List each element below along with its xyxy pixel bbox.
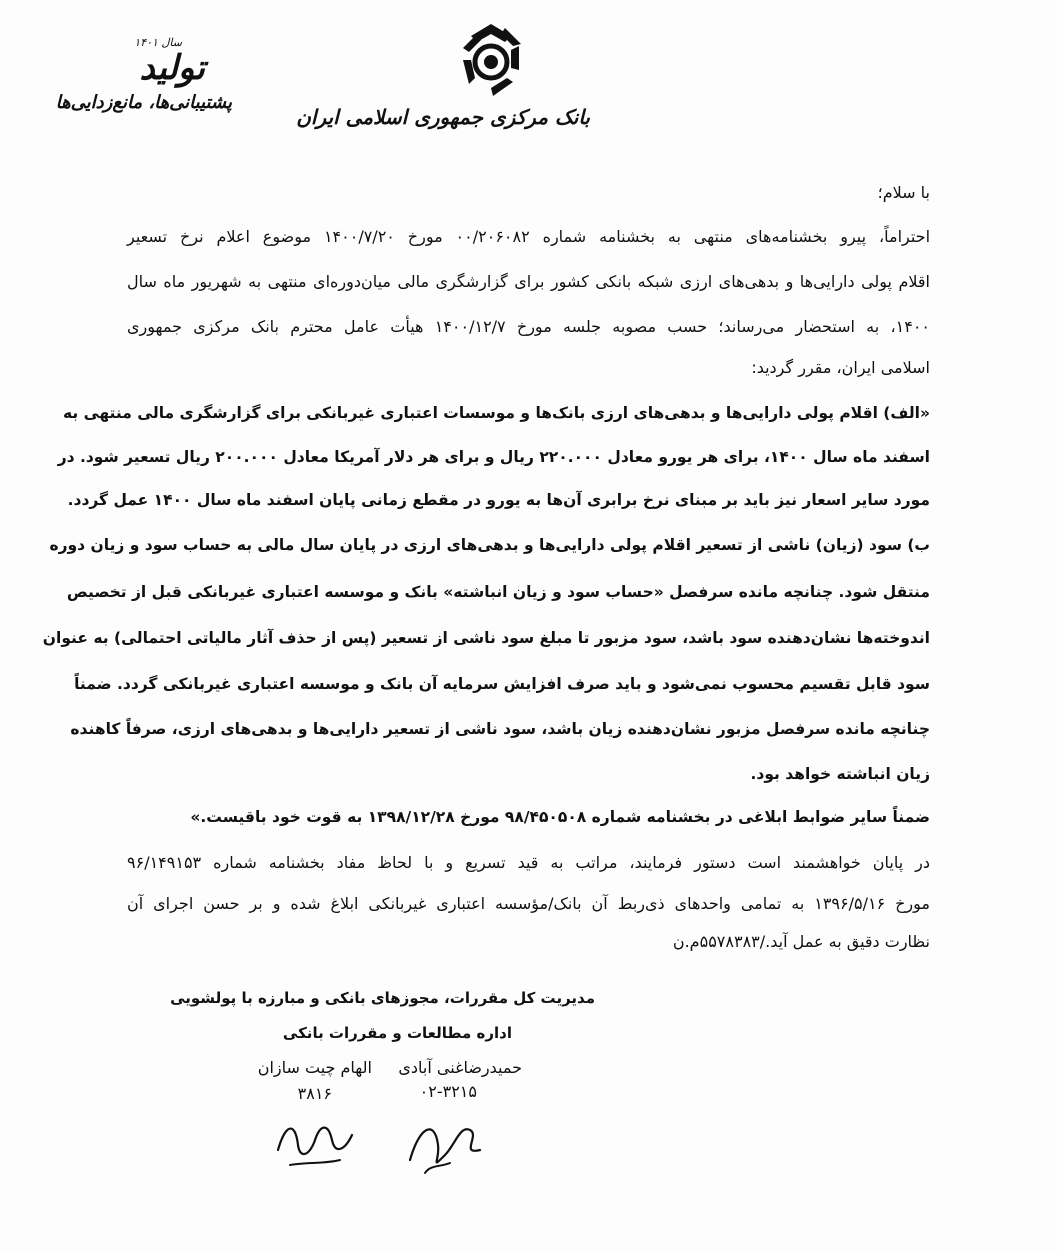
year-slogan [55,30,240,130]
resolution-line: منتقل شود. چنانچه مانده سرفصل «حساب سود و زیان انباشته» بانک و موسسه اعتباری غیربانکی قبل از تخصیص [66,583,930,601]
resolution-line: چنانچه مانده سرفصل مزبور نشان‌دهنده زیان باشد، سود ناشی از تسعیر دارایی‌ها و بدهی‌های ارزی، صرفاً کاهنده [70,720,930,738]
resolution-line: اسفند ماه سال ۱۴۰۰، برای هر یورو معادل ۲۲۰.۰۰۰ ریال و برای هر دلار آمریکا معادل ۲۰۰.۰۰۰ ریال تسعیر شود. در [57,448,930,466]
body-line: ۱۴۰۰، به استحضار می‌رساند؛ حسب مصوبه جلسه مورخ ۱۴۰۰/۱۲/۷ هیأت عامل محترم بانک مرکزی جمهوری [127,317,930,336]
resolution-line: ب) سود (زیان) ناشی از تسعیر اقلام پولی دارایی‌ها و بدهی‌های ارزی در پایان سال مالی به حساب سود و زیان دوره [49,536,930,554]
slogan-year: سال ۱۴۰۱ [134,36,182,49]
signatory-office: اداره مطالعات و مقررات بانکی [282,1024,512,1042]
resolution-line: سود قابل تقسیم محسوب نمی‌شود و باید صرف افزایش سرمایه آن بانک و موسسه اعتباری غیربانکی گردد. ضمناً [74,675,930,693]
signer-2-code: ۳۸۱۶ [297,1084,332,1103]
signer-1-name: حمیدرضاغنی آبادی [398,1058,522,1077]
body-line: احتراماً، پیرو بخشنامه‌های منتهی به بخشنامه شماره ۰۰/۲۰۶۰۸۲ مورخ ۱۴۰۰/۷/۲۰ موضوع اعلام نرخ تسعیر [127,227,931,246]
closing-line: در پایان خواهشمند است دستور فرمایند، مراتب به قید تسریع و با لحاظ مفاد بخشنامه شماره ۹۶/۱۴۹۱۵۳ [127,853,930,872]
resolution-line: اندوخته‌ها نشان‌دهنده سود باشد، سود مزبور تا مبلغ سود ناشی از تسعیر (پس از حذف آثار مالیاتی احتمالی) به عنوان [42,629,930,647]
closing-line: نظارت دقیق به عمل آید./۵۵۷۸۳۸۳م.ن [672,932,930,951]
closing-line: مورخ ۱۳۹۶/۵/۱۶ به تمامی واحدهای ذی‌ربط آن بانک/مؤسسه اعتباری غیربانکی ابلاغ شده و بر حسن اجرای آن [127,894,930,913]
body-line: اسلامی ایران، مقرر گردید: [751,358,930,377]
signatory-department: مدیریت کل مقررات، مجوزهای بانکی و مبارزه با پولشویی [170,989,595,1007]
slogan-title: تولید [139,48,205,88]
greeting: با سلام؛ [877,183,930,202]
signer-1-code: ۰۲-۳۲۱۵ [419,1082,477,1101]
resolution-line: «الف) اقلام پولی دارایی‌ها و بدهی‌های ارزی بانک‌ها و موسسات اعتباری غیربانکی برای گزارشگری مالی منتهی به [63,404,930,422]
signer-2-name: الهام چیت سازان [257,1058,372,1077]
signature-2-icon [270,1110,360,1175]
resolution-line: ضمناً سایر ضوابط ابلاغی در بخشنامه شماره ۹۸/۴۵۰۵۰۸ مورخ ۱۳۹۸/۱۲/۲۸ به قوت خود باقیست.» [190,808,930,826]
bank-name: بانک مرکزی جمهوری اسلامی ایران [296,105,590,129]
signature-1-icon [400,1105,490,1180]
central-bank-logo-icon [455,22,527,102]
resolution-line: مورد سایر اسعار نیز باید بر مبنای نرخ برابری آن‌ها به یورو در مقطع زمانی پایان اسفند ماه سال ۱۴۰۰ عمل گردد. [67,491,930,509]
body-line: اقلام پولی دارایی‌ها و بدهی‌های ارزی شبکه بانکی کشور برای گزارشگری مالی میان‌دوره‌ای منتهی به شهریور ماه سال [127,272,930,291]
slogan-subtitle: پشتیبانی‌ها، مانع‌زدایی‌ها [55,92,232,113]
resolution-line: زیان انباشته خواهد بود. [750,765,930,783]
